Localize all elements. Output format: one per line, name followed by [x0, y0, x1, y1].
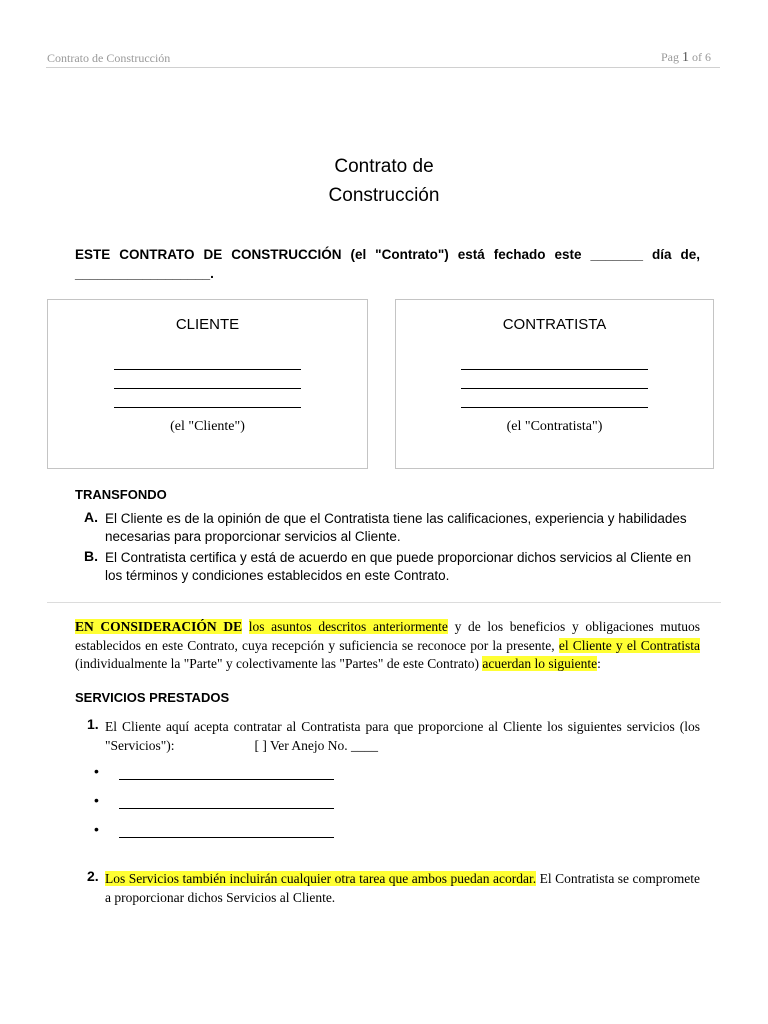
- section-divider: [47, 602, 721, 603]
- item-text: El Cliente es de la opinión de que el Contratista tiene las calificaciones, experiencia y habilidades necesarias para proporcionar servicios al Cliente.: [105, 511, 687, 544]
- page-suffix: of 6: [692, 50, 711, 64]
- page-prefix: Pag: [661, 50, 679, 64]
- client-heading: CLIENTE: [175, 316, 240, 333]
- client-blank-line: [114, 370, 301, 389]
- client-box: [47, 299, 368, 469]
- title-line-2: Construcción: [328, 185, 440, 206]
- contractor-blank-line: [461, 389, 648, 408]
- client-blank-line: [114, 389, 301, 408]
- header-divider: [46, 67, 720, 68]
- highlight-text: acuerdan lo siguiente: [482, 656, 598, 671]
- bullet-blank-line: [119, 808, 334, 809]
- intro-paragraph: ESTE CONTRATO DE CONSTRUCCIÓN (el "Contrato") está fechado este _______ día de, __________________.: [75, 247, 700, 281]
- client-alias: (el "Cliente"): [170, 419, 245, 434]
- item-label: A.: [84, 509, 98, 525]
- item-number: 1.: [87, 716, 99, 732]
- bullet-blank-line: [119, 779, 334, 780]
- highlight-text: los asuntos descritos anteriormente: [248, 619, 448, 634]
- bullet-marker: •: [94, 763, 99, 779]
- document-title: [0, 152, 768, 210]
- services-heading: SERVICIOS PRESTADOS: [75, 690, 230, 705]
- highlight-text: Los Servicios también incluirán cualquier otra tarea que ambos puedan acordar.: [105, 871, 537, 886]
- annex-reference: [ ] Ver Anejo No. ____: [254, 738, 378, 753]
- client-blank-line: [114, 352, 301, 370]
- contractor-alias: (el "Contratista"): [506, 419, 603, 434]
- services-item-text: El Contratista se compromete a proporcionar dichos Servicios al Cliente.: [105, 871, 700, 905]
- contractor-blank-line: [461, 352, 648, 370]
- background-heading: TRANSFONDO: [75, 487, 167, 502]
- item-text: [105, 869, 700, 907]
- page-number: 1: [682, 50, 689, 65]
- consideration-lead: EN CONSIDERACIÓN DE: [75, 619, 243, 634]
- item-number: 2.: [87, 868, 99, 884]
- bullet-marker: •: [94, 792, 99, 808]
- contractor-blank-line: [461, 370, 648, 389]
- item-label: B.: [84, 548, 98, 564]
- client-blank-lines: [48, 352, 367, 408]
- item-text: El Contratista certifica y está de acuerdo en que puede proporcionar dichos servicios al Cliente en los términos y condiciones establecidos en este Contrato.: [105, 550, 692, 583]
- item-text: [105, 717, 700, 755]
- bullet-blank-line: [119, 837, 334, 838]
- consideration-text: y de los beneficios y obligaciones mutuos establecidos en este Contrato, cuya recepción y suficiencia se reconoce por la presente,: [75, 619, 700, 653]
- consideration-paragraph: [75, 618, 700, 674]
- title-line-1: Contrato de: [334, 156, 434, 177]
- contractor-heading: CONTRATISTA: [502, 316, 607, 333]
- contractor-box: [395, 299, 714, 469]
- highlight-text: el Cliente y el Contratista: [558, 637, 700, 653]
- consideration-text: (individualmente la "Parte" y colectivamente las "Partes" de este Contrato): [75, 656, 483, 671]
- contractor-blank-lines: [396, 352, 713, 408]
- header-page-indicator: [661, 50, 711, 66]
- services-item-text: El Cliente aquí acepta contratar al Contratista para que proporcione al Cliente los siguientes servicios (los "Servicios"):: [105, 719, 700, 753]
- consideration-end: :: [597, 656, 601, 671]
- header-doc-title: Contrato de Construcción: [47, 51, 171, 65]
- bullet-marker: •: [94, 821, 99, 837]
